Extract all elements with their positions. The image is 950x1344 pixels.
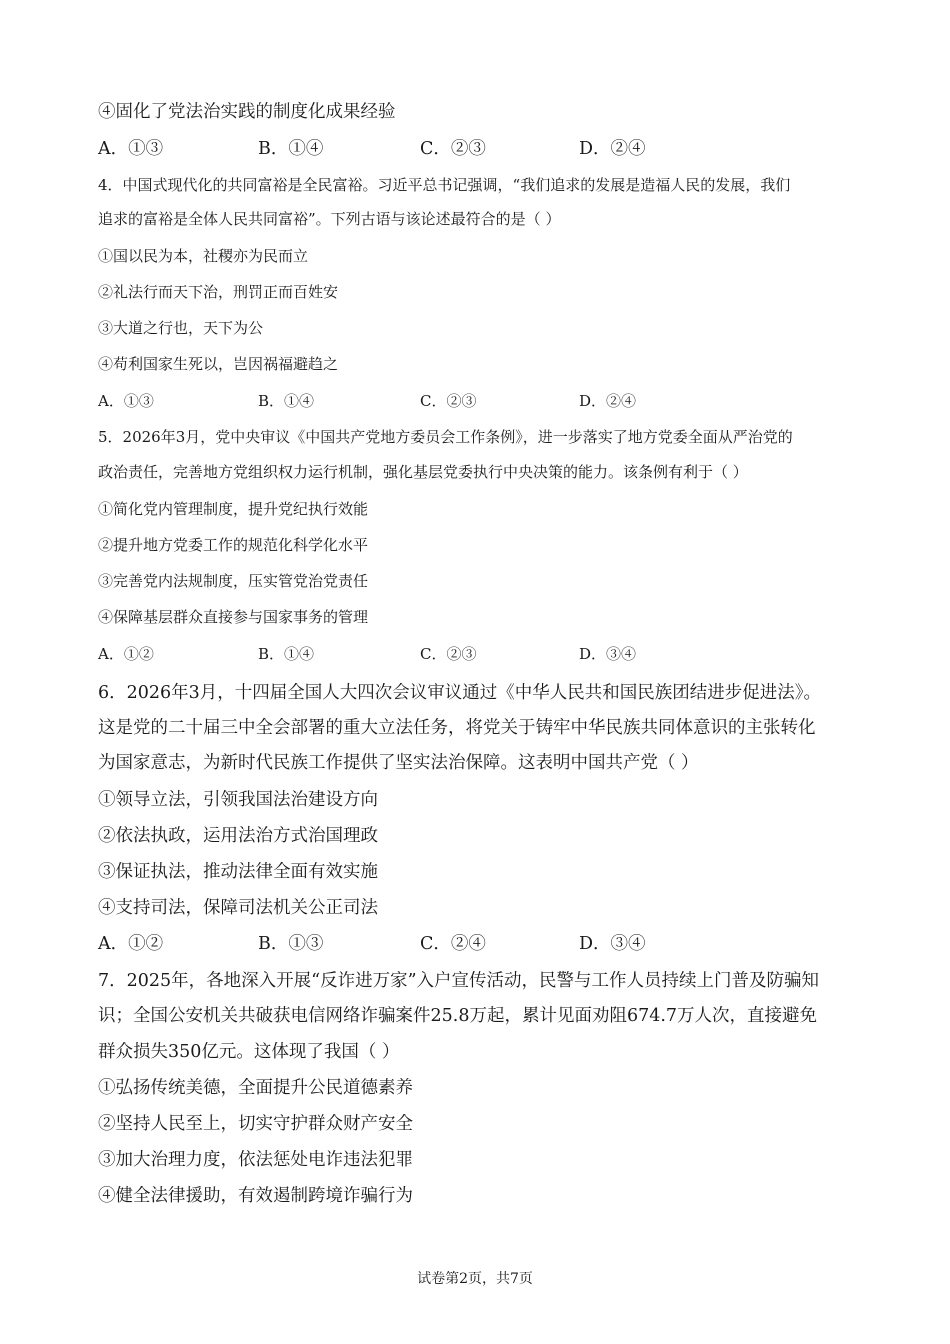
- q7-stem-line-1: 7．2025年，各地深入开展“反诈进万家”入户宣传活动，民警与工作人员持续上门普及防骗知: [98, 971, 820, 991]
- q5-stem-line-2: 政治责任，完善地方党组织权力运行机制，强化基层党委执行中央决策的能力。该条例有利于（ ）: [98, 463, 748, 481]
- q6-stem-line-3: 为国家意志，为新时代民族工作提供了坚实法治保障。这表明中国共产党（ ）: [98, 753, 699, 773]
- q3-choice-d: D．②④: [579, 139, 646, 159]
- q7-option-3: ③加大治理力度，依法惩处电诈违法犯罪: [98, 1150, 413, 1170]
- q5-choice-b: B．①④: [258, 645, 315, 663]
- q6-option-4: ④支持司法，保障司法机关公正司法: [98, 898, 378, 918]
- q5-option-1: ①简化党内管理制度，提升党纪执行效能: [98, 500, 369, 518]
- q6-answer-choices: [98, 930, 858, 956]
- q3-choice-c: C．②③: [420, 139, 486, 159]
- q5-option-3: ③完善党内法规制度，压实管党治党责任: [98, 572, 369, 590]
- q7-stem-line-2: 识；全国公安机关共破获电信网络诈骗案件25.8万起，累计见面劝阻674.7万人次，直接避免: [98, 1006, 818, 1026]
- q3-answer-choices: [98, 135, 858, 161]
- q4-option-4: ④苟利国家生死以，岂因祸福避趋之: [98, 355, 339, 373]
- q3-choice-b: B．①④: [258, 139, 324, 159]
- q6-option-3: ③保证执法，推动法律全面有效实施: [98, 862, 378, 882]
- q7-stem-line-3: 群众损失350亿元。这体现了我国（ ）: [98, 1042, 400, 1062]
- q7-option-1: ①弘扬传统美德，全面提升公民道德素养: [98, 1078, 413, 1098]
- q5-option-4: ④保障基层群众直接参与国家事务的管理: [98, 608, 369, 626]
- q5-choice-a: A．①②: [98, 645, 154, 663]
- q7-option-4: ④健全法律援助，有效遏制跨境诈骗行为: [98, 1186, 413, 1206]
- q6-choice-a: A．①②: [98, 934, 164, 954]
- q4-stem-line-1: 4．中国式现代化的共同富裕是全民富裕。习近平总书记强调，“我们追求的发展是造福人民的发展，我们: [98, 176, 791, 194]
- q4-stem-line-2: 追求的富裕是全体人民共同富裕”。下列古语与该论述最符合的是（ ）: [98, 210, 561, 228]
- q6-choice-b: B．①③: [258, 934, 324, 954]
- q3-choice-a: A．①③: [98, 139, 164, 159]
- q4-answer-choices: [98, 390, 858, 416]
- q4-choice-a: A．①③: [98, 392, 154, 410]
- q6-choice-c: C．②④: [420, 934, 486, 954]
- q5-stem-line-1: 5．2026年3月，党中央审议《中国共产党地方委员会工作条例》，进一步落实了地方党委全面从严治党的: [98, 428, 793, 446]
- q4-option-2: ②礼法行而天下治，刑罚正而百姓安: [98, 283, 339, 301]
- q7-option-2: ②坚持人民至上，切实守护群众财产安全: [98, 1114, 413, 1134]
- q4-option-1: ①国以民为本，社稷亦为民而立: [98, 247, 309, 265]
- q5-choice-c: C．②③: [420, 645, 477, 663]
- q3-option-4: ④固化了党法治实践的制度化成果经验: [98, 102, 396, 122]
- q5-answer-choices: [98, 643, 858, 669]
- q5-option-2: ②提升地方党委工作的规范化科学化水平: [98, 536, 369, 554]
- q6-stem-line-1: 6．2026年3月，十四届全国人大四次会议审议通过《中华人民共和国民族团结进步促进法》。: [98, 683, 822, 703]
- q4-option-3: ③大道之行也，天下为公: [98, 319, 264, 337]
- q6-stem-line-2: 这是党的二十届三中全会部署的重大立法任务，将党关于铸牢中华民族共同体意识的主张转化: [98, 718, 816, 738]
- q6-option-2: ②依法执政，运用法治方式治国理政: [98, 826, 378, 846]
- q4-choice-c: C．②③: [420, 392, 477, 410]
- q5-choice-d: D．③④: [579, 645, 637, 663]
- q4-choice-d: D．②④: [579, 392, 637, 410]
- q4-choice-b: B．①④: [258, 392, 315, 410]
- q6-choice-d: D．③④: [579, 934, 646, 954]
- page-footer: 试卷第2页，共7页: [417, 1271, 533, 1287]
- q6-option-1: ①领导立法，引领我国法治建设方向: [98, 790, 378, 810]
